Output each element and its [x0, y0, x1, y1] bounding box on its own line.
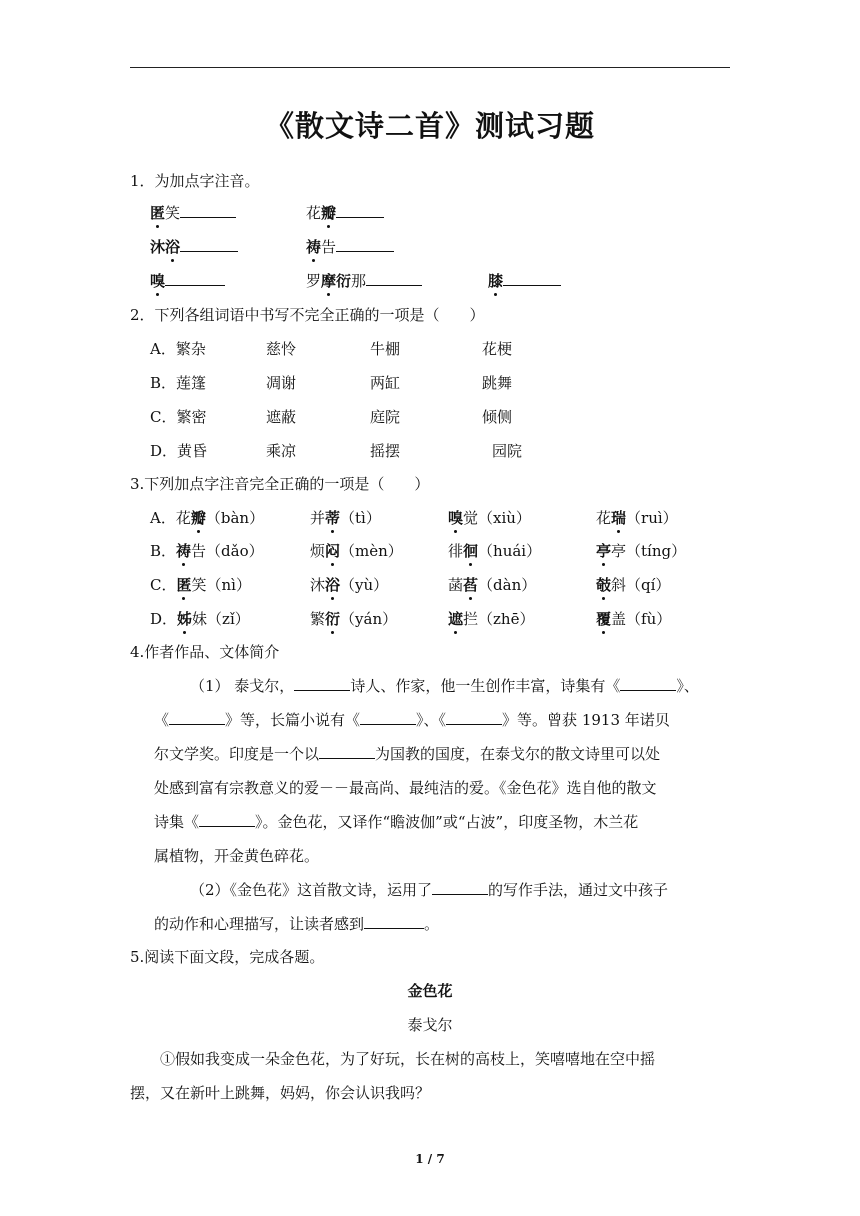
text-line: 摆，又在新叶上跳舞，妈妈，你会认识我吗？	[130, 1084, 431, 1102]
header-rule	[130, 67, 730, 68]
pinyin-item: 嗅觉（xiù）	[448, 509, 531, 527]
pinyin-item: 并蒂（tì）	[310, 509, 381, 527]
pinyin-item: 亭亭（tíng）	[596, 542, 687, 560]
option-word: 遮蔽	[266, 408, 297, 426]
text-line: 《 》等，长篇小说有《 》、《 》等。曾获 1913 年诺贝	[154, 711, 670, 729]
q1-item: 祷告	[306, 236, 394, 257]
q1-item: 膝	[488, 270, 561, 291]
option-word: 庭院	[370, 408, 401, 426]
option-b[interactable]: B．莲篷	[150, 374, 207, 392]
option-d[interactable]: D．姊妹（zǐ）	[150, 610, 250, 628]
answer-blank[interactable]	[620, 676, 676, 691]
page-title: 《散文诗二首》测试习题	[264, 109, 595, 143]
answer-blank[interactable]	[366, 271, 422, 286]
option-d[interactable]: D．黄昏	[150, 442, 208, 460]
pinyin-item: 菡萏（dàn）	[448, 576, 537, 594]
option-b[interactable]: B．祷告（dǎo）	[150, 542, 264, 560]
option-word: 跳舞	[482, 374, 513, 392]
option-word: 倾侧	[482, 408, 513, 426]
pinyin-item: 繁衍（yán）	[310, 610, 398, 628]
option-a[interactable]: A．繁杂	[150, 340, 206, 358]
answer-blank[interactable]	[180, 237, 238, 252]
q1-item: 花瓣	[306, 202, 384, 223]
option-word: 凋谢	[266, 374, 297, 392]
answer-blank[interactable]	[169, 710, 225, 725]
pinyin-item: 徘徊（huái）	[448, 542, 542, 560]
option-c[interactable]: C．匿笑（nì）	[150, 576, 251, 594]
text-line: 尔文学奖。印度是一个以 为国教的国度，在泰戈尔的散文诗里可以处	[154, 745, 661, 763]
text-line: 的动作和心理描写，让读者感到 。	[154, 915, 440, 933]
answer-blank[interactable]	[199, 812, 255, 827]
answer-blank[interactable]	[336, 203, 384, 218]
option-word: 慈怜	[266, 340, 297, 358]
q3-stem: 3.下列加点字注音完全正确的一项是（ ）	[130, 475, 430, 493]
option-word: 牛棚	[370, 340, 401, 358]
q5-stem: 5.阅读下面文段，完成各题。	[130, 948, 325, 966]
pinyin-item: 遮拦（zhē）	[448, 610, 535, 628]
poem-title: 金色花	[407, 982, 453, 1000]
option-word: 花梗	[482, 340, 513, 358]
pinyin-item: 覆盖（fù）	[596, 610, 672, 628]
q1-item: 罗摩衍那	[306, 270, 422, 291]
q1-item: 沐浴	[150, 236, 238, 257]
pinyin-item: 沐浴（yù）	[310, 576, 389, 594]
page-number: 1 / 7	[415, 1152, 445, 1166]
option-word: 园院	[492, 442, 523, 460]
option-word: 两缸	[370, 374, 401, 392]
text-line: （1） 泰戈尔， 诗人、作家，他一生创作丰富，诗集有《 》、	[190, 677, 699, 695]
answer-blank[interactable]	[364, 914, 424, 929]
text-line: 处感到富有宗教意义的爱－－最高尚、最纯洁的爱。《金色花》选自他的散文	[154, 779, 657, 797]
answer-blank[interactable]	[360, 710, 416, 725]
q1-item: 嗅	[150, 270, 225, 291]
answer-blank[interactable]	[503, 271, 561, 286]
answer-blank[interactable]	[165, 271, 225, 286]
option-word: 摇摆	[370, 442, 401, 460]
poem-author: 泰戈尔	[407, 1016, 453, 1034]
answer-blank[interactable]	[336, 237, 394, 252]
q4-stem: 4.作者作品、文体简介	[130, 643, 280, 661]
q1-stem: 1．为加点字注音。	[130, 172, 260, 190]
option-c[interactable]: C．繁密	[150, 408, 207, 426]
pinyin-item: 花瑞（ruì）	[596, 509, 678, 527]
answer-blank[interactable]	[446, 710, 502, 725]
q2-stem: 2．下列各组词语中书写不完全正确的一项是（ ）	[130, 306, 485, 324]
answer-blank[interactable]	[180, 203, 236, 218]
text-line: 属植物，开金黄色碎花。	[154, 847, 320, 865]
text-line: 诗集《 》。金色花，又译作“瞻波伽”或“占波”，印度圣物，木兰花	[154, 813, 639, 831]
text-line: ①假如我变成一朵金色花，为了好玩，长在树的高枝上，笑嘻嘻地在空中摇	[160, 1050, 656, 1068]
pinyin-item: 攲斜（qí）	[596, 576, 671, 594]
option-word: 乘凉	[266, 442, 297, 460]
answer-blank[interactable]	[294, 676, 350, 691]
answer-blank[interactable]	[432, 880, 488, 895]
pinyin-item: 烦闷（mèn）	[310, 542, 403, 560]
q1-item: 匿笑	[150, 202, 236, 223]
text-line: （2）《金色花》这首散文诗，运用了 的写作手法，通过文中孩子	[190, 881, 669, 899]
option-a[interactable]: A．花瓣（bàn）	[150, 509, 265, 527]
answer-blank[interactable]	[319, 744, 375, 759]
